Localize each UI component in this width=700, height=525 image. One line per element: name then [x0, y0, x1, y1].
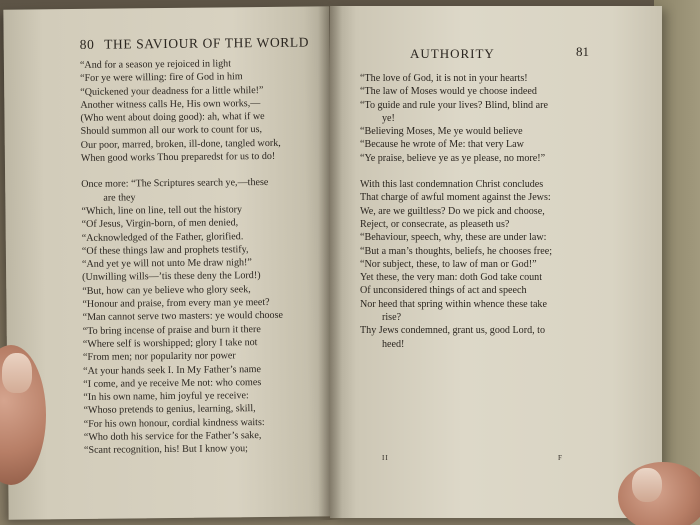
text-line: “Acknowledged of the Father, glorified. [81, 230, 244, 244]
text-line: “But a man’s thoughts, beliefs, he chooses free; [360, 245, 553, 257]
text-line: are they [103, 192, 136, 204]
right-running-title: AUTHORITY [410, 46, 495, 61]
text-line: Of unconsidered things of act and speech [360, 285, 527, 297]
text-line: “Where self is worshipped; glory I take not [82, 337, 258, 350]
text-line: Once more: “The Scriptures search ye,—these [81, 177, 269, 191]
text-line: “For his own honour, cordial kindness waits: [83, 416, 265, 430]
text-line: Another witness calls He, His own works,— [80, 97, 261, 111]
left-page-text [80, 57, 285, 458]
text-line: “Of Jesus, Virgin-born, of men denied, [81, 217, 239, 231]
text-line: With this last condemnation Christ concludes [360, 179, 544, 191]
text-line: ye! [382, 112, 395, 124]
text-line: Nor heed that spring within whence these take [360, 298, 547, 310]
text-line: “At your hands seek I. In My Father’s name [83, 363, 262, 377]
left-page-number: 80 [79, 36, 95, 52]
text-line: “And for a season ye rejoiced in light [79, 58, 232, 71]
right-page-text [360, 72, 552, 351]
signature-mark-right: F [558, 454, 563, 462]
right-page [330, 6, 662, 518]
text-line: “Believing Moses, Me ye would believe [360, 126, 523, 138]
left-thumbnail [2, 353, 32, 393]
text-line: “The love of God, it is not in your hearts! [360, 73, 528, 84]
text-line: We, are we guiltless? Do we pick and choose, [360, 205, 545, 217]
right-thumb [618, 462, 700, 525]
text-line: heed! [382, 338, 405, 350]
text-line: “In his own name, him joyful ye receive: [83, 390, 249, 404]
left-running-title: THE SAVIOUR OF THE WORLD [104, 34, 310, 52]
text-line: “To guide and rule your lives? Blind, blind are [360, 99, 548, 111]
text-line: “Behaviour, speech, why, these are under law: [360, 232, 547, 244]
text-line: Reject, or consecrate, as pleaseth us? [360, 218, 510, 230]
text-line: Yet these, the very man: doth God take count [360, 272, 543, 284]
text-line: “Who doth his service for the Father’s sake, [83, 430, 262, 443]
text-line: “Man cannot serve two masters: ye would choose [82, 310, 284, 324]
text-line: “The law of Moses would ye choose indeed [360, 86, 537, 98]
text-line: Should summon all our work to count for us, [80, 124, 263, 138]
text-line: “Ye praise, believe ye as ye please, no more!” [360, 152, 546, 164]
text-line: (Unwilling wills—’tis these deny the Lord!) [82, 270, 261, 284]
text-line: “Quickened your deadness for a little while!” [80, 84, 264, 98]
text-line: Our poor, marred, broken, ill-done, tangled work, [80, 137, 281, 151]
text-line: “But, how can ye believe who glory seek, [82, 283, 251, 297]
text-line: “And yet ye will not unto Me draw nigh!” [81, 257, 252, 271]
left-running-head [80, 35, 310, 53]
signature-mark-left: II [382, 454, 389, 462]
text-line: rise? [382, 312, 402, 324]
text-line: “I come, and ye receive Me not: who comes [83, 376, 262, 390]
text-line: “Because he wrote of Me: that very Law [360, 139, 524, 151]
text-line: “Whoso pretends to genius, learning, skill, [83, 403, 256, 417]
text-line: (Who went about doing good): ah, what if we [80, 111, 265, 125]
right-page-number: 81 [576, 44, 589, 59]
text-line: Thy Jews condemned, grant us, good Lord, to [360, 325, 546, 337]
text-line: “Nor subject, these, to law of man or God!” [360, 258, 537, 270]
text-line: When good works Thou preparedst for us to do! [80, 150, 276, 164]
text-line: “To bring incense of praise and burn it there [82, 323, 261, 337]
right-thumbnail [632, 468, 662, 502]
text-line: “Of these things law and prophets testify, [81, 244, 249, 257]
text-line: “From men; nor popularity nor power [82, 350, 236, 364]
text-line: “For ye were willing: fire of God in him [80, 71, 243, 85]
stanza-break [360, 165, 552, 178]
text-line: “Which, line on line, tell out the history [81, 204, 243, 217]
left-page [3, 6, 334, 519]
text-line: That charge of awful moment against the Jews: [360, 192, 551, 204]
text-line: “Scant recognition, his! But I know you; [83, 443, 249, 457]
text-line: “Honour and praise, from every man ye meet? [82, 296, 270, 310]
